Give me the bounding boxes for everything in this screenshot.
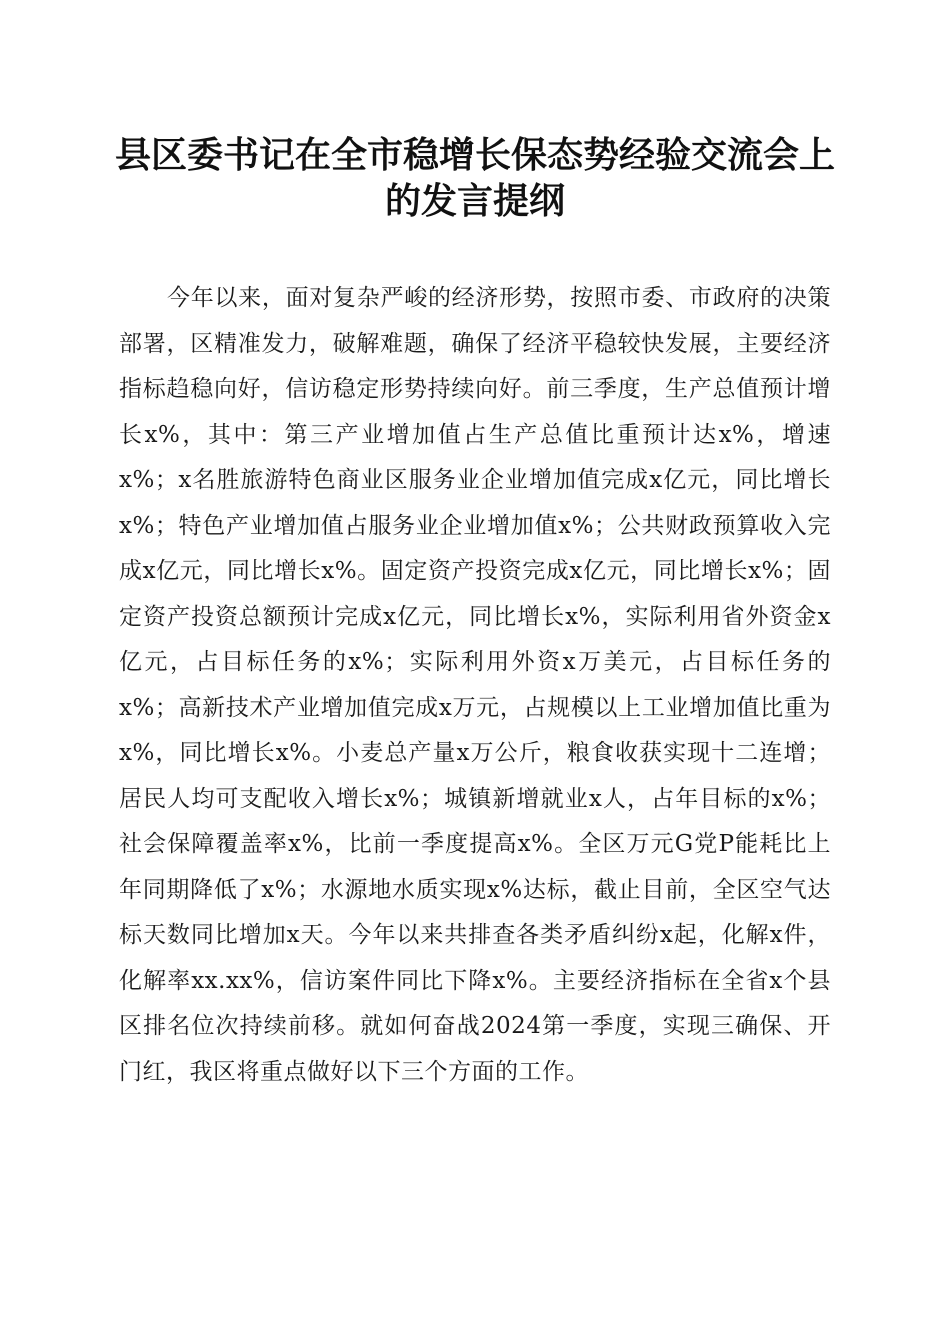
- body-paragraph: 今年以来，面对复杂严峻的经济形势，按照市委、市政府的决策部署，区精准发力，破解难题，确保了经济平稳较快发展，主要经济指标趋稳向好，信访稳定形势持续向好。前三季度，生产总值预计增长x%，其中：第三产业增加值占生产总值比重预计达x%，增速x%；x名胜旅游特色商业区服务业企业增加值完成x亿元，同比增长x%；特色产业增加值占服务业企业增加值x%；公共财政预算收入完成x亿元，同比增长x%。固定资产投资完成x亿元，同比增长x%；固定资产投资总额预计完成x亿元，同比增长x%，实际利用省外资金x亿元，占目标任务的x%；实际利用外资x万美元，占目标任务的x%；高新技术产业增加值完成x万元，占规模以上工业增加值比重为x%，同比增长x%。小麦总产量x万公斤，粮食收获实现十二连增；居民人均可支配收入增长x%；城镇新增就业x人，占年目标的x%；社会保障覆盖率x%，比前一季度提高x%。全区万元G党P能耗比上年同期降低了x%；水源地水质实现x%达标，截止目前，全区空气达标天数同比增加x天。今年以来共排查各类矛盾纠纷x起，化解x件，化解率xx.xx%，信访案件同比下降x%。主要经济指标在全省x个县区排名位次持续前移。就如何奋战2024第一季度，实现三确保、开门红，我区将重点做好以下三个方面的工作。: [119, 285, 831, 1085]
- document-title: 县区委书记在全市稳增长保态势经验交流会上的发言提纲: [114, 134, 835, 222]
